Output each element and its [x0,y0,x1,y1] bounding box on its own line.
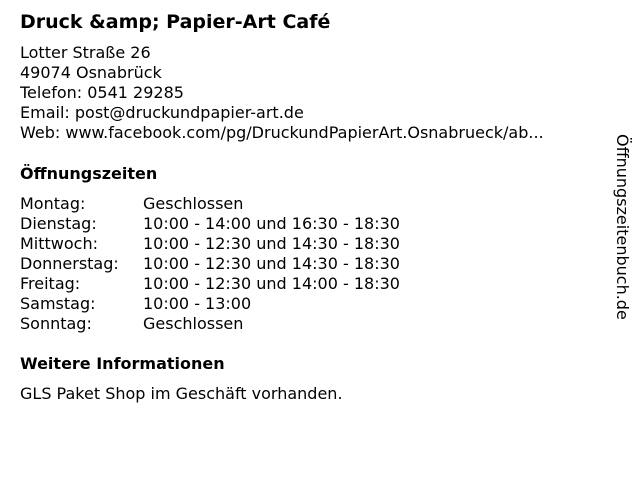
hours-row [20,254,400,274]
hours-day: Donnerstag: [20,254,119,273]
hours-time: 10:00 - 12:30 und 14:30 - 18:30 [143,234,400,253]
page-title: Druck &amp; Papier-Art Café [20,11,331,33]
hours-time: Geschlossen [143,194,244,213]
hours-time: 10:00 - 12:30 und 14:30 - 18:30 [143,254,400,273]
hours-row [20,234,400,254]
hours-day: Samstag: [20,294,96,313]
email: Email: post@druckundpapier-art.de [20,103,304,122]
info-heading: Weitere Informationen [20,354,225,373]
info-text: GLS Paket Shop im Geschäft vorhanden. [20,384,343,403]
hours-time: 10:00 - 14:00 und 16:30 - 18:30 [143,214,400,233]
watermark-text: Öffnungszeitenbuch.de [613,134,632,320]
hours-time: 10:00 - 13:00 [143,294,252,313]
hours-row [20,294,400,314]
watermark [611,134,633,334]
hours-day: Freitag: [20,274,81,293]
website: Web: www.facebook.com/pg/DruckundPapierArt.Osnabrueck/ab... [20,123,544,142]
hours-day: Sonntag: [20,314,92,333]
city: 49074 Osnabrück [20,63,162,82]
hours-heading: Öffnungszeiten [20,164,158,183]
phone: Telefon: 0541 29285 [20,83,184,102]
hours-day: Mittwoch: [20,234,98,253]
hours-day: Dienstag: [20,214,97,233]
street: Lotter Straße 26 [20,43,151,62]
hours-row [20,314,400,334]
hours-row [20,194,400,214]
hours-time: 10:00 - 12:30 und 14:00 - 18:30 [143,274,400,293]
opening-hours-table [20,194,400,334]
hours-time: Geschlossen [143,314,244,333]
hours-row [20,274,400,294]
hours-day: Montag: [20,194,86,213]
address-block [20,43,600,143]
hours-row [20,214,400,234]
